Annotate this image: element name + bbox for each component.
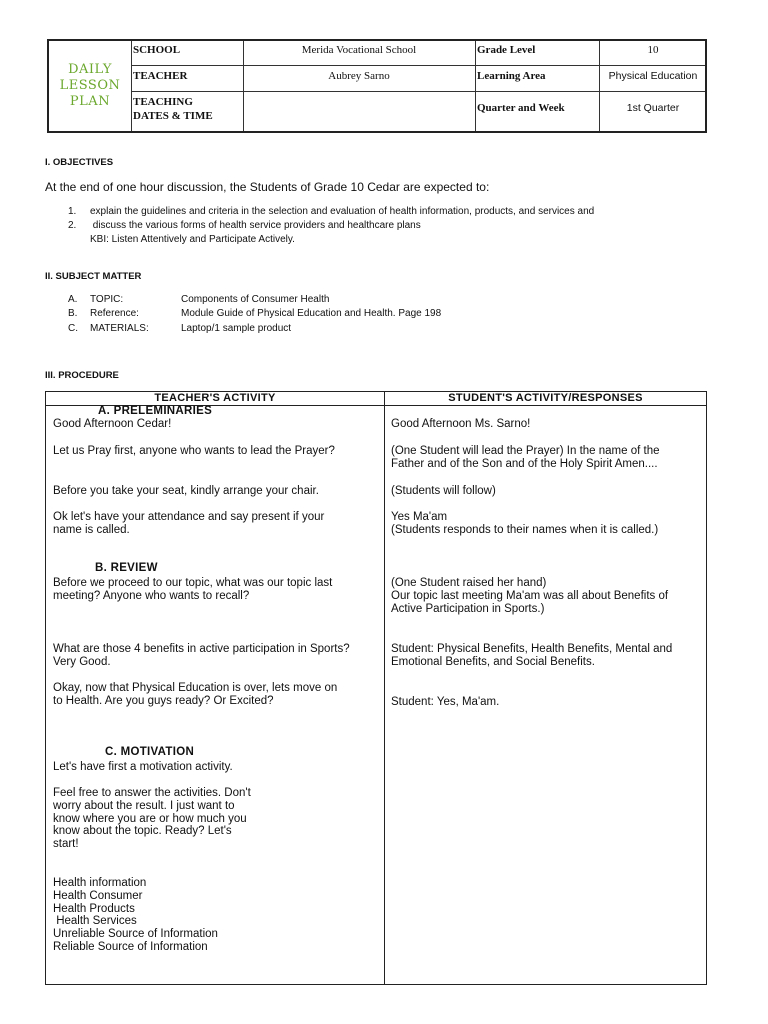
objective-number: 2.	[68, 220, 77, 231]
list-item: Health Consumer	[53, 889, 143, 902]
teacher-line: Let us Pray first, anyone who wants to lead the Prayer?	[53, 445, 335, 457]
dates-label-line: TEACHING	[133, 96, 193, 108]
procedure-table	[45, 391, 707, 985]
student-line: Student: Yes, Ma'am.	[391, 696, 500, 708]
teacher-line: Feel free to answer the activities. Don't worry about the result. I just want to know where you are or how much you know about the topic. Ready? Let's start!	[53, 787, 251, 851]
procedure-heading: III. PROCEDURE	[45, 370, 119, 381]
title-line: DAILY	[68, 62, 112, 77]
list-item: Reliable Source of Information	[53, 940, 208, 953]
teacher-value: Aubrey Sarno	[328, 70, 390, 82]
subject-row-value: Module Guide of Physical Education and Health. Page 198	[181, 308, 442, 319]
subject-matter-heading: II. SUBJECT MATTER	[45, 271, 142, 282]
grade-level-label: Grade Level	[477, 44, 536, 56]
teacher-line: Before we proceed to our topic, what was our topic last meeting? Anyone who wants to recall?	[53, 577, 333, 602]
objective-number: 1.	[68, 206, 77, 217]
teacher-line: Good Afternoon Cedar!	[53, 418, 172, 430]
student-line: (One Student will lead the Prayer) In the name of the Father and of the Son and of the Holy Spirit Amen....	[391, 445, 660, 470]
school-value: Merida Vocational School	[301, 44, 417, 56]
title-line: LESSON	[59, 78, 121, 93]
teacher-activity-column-header: TEACHER'S ACTIVITY	[154, 392, 276, 404]
teaching-dates-label	[133, 95, 213, 123]
grade-level-value: 10	[647, 44, 659, 56]
teacher-line: Before you take your seat, kindly arrange your chair.	[53, 485, 319, 497]
subject-row-label: MATERIALS:	[90, 323, 149, 334]
objectives-heading: I. OBJECTIVES	[45, 157, 114, 168]
motivation-title: C. MOTIVATION	[105, 746, 195, 758]
teacher-line: Ok let's have your attendance and say present if your name is called.	[53, 511, 325, 536]
list-item: Health Products	[53, 902, 135, 915]
learning-area-value: Physical Education	[608, 70, 698, 82]
subject-row-value: Laptop/1 sample product	[181, 323, 292, 334]
student-line: (Students will follow)	[391, 485, 496, 497]
objective-text: discuss the various forms of health service providers and healthcare plans	[90, 220, 421, 231]
review-title: B. REVIEW	[95, 562, 158, 574]
subject-row-label: TOPIC:	[90, 294, 124, 305]
list-item: Health Services	[53, 915, 137, 928]
subject-row-label: Reference:	[90, 308, 139, 319]
school-label: SCHOOL	[133, 44, 181, 56]
teacher-label: TEACHER	[133, 70, 188, 82]
subject-row-letter: B.	[68, 308, 78, 319]
subject-row-value: Components of Consumer Health	[181, 294, 330, 305]
objective-text: explain the guidelines and criteria in the selection and evaluation of health information, products, and services and	[90, 206, 595, 217]
student-activity-column-header: STUDENT'S ACTIVITY/RESPONSES	[448, 392, 643, 404]
teacher-line: Okay, now that Physical Education is over, lets move on to Health. Are you guys ready? Or Excited?	[53, 682, 338, 707]
student-line: Good Afternoon Ms. Sarno!	[391, 418, 531, 430]
title-line: PLAN	[69, 94, 111, 109]
student-line: Student: Physical Benefits, Health Benefits, Mental and Emotional Benefits, and Social Benefits.	[391, 643, 673, 668]
subject-row-letter: C.	[68, 323, 78, 334]
subject-row-letter: A.	[68, 294, 78, 305]
list-item: Unreliable Source of Information	[53, 928, 218, 941]
quarter-week-value: 1st Quarter	[626, 102, 680, 114]
daily-lesson-plan-title	[49, 41, 131, 131]
list-item: Health information	[53, 877, 147, 889]
motivation-word-list	[53, 877, 218, 954]
student-line: (One Student raised her hand) Our topic last meeting Ma'am was all about Benefits of Active Participation in Sports.)	[391, 577, 669, 615]
quarter-week-label: Quarter and Week	[477, 102, 565, 114]
kbi-text: KBI: Listen Attentively and Participate Actively.	[90, 234, 295, 245]
lesson-plan-header-table	[47, 39, 707, 133]
preliminaries-title: A. PRELEMINARIES	[98, 405, 213, 417]
learning-area-label: Learning Area	[477, 70, 546, 82]
teacher-line: What are those 4 benefits in active participation in Sports? Very Good.	[53, 643, 350, 668]
dates-label-line: DATES & TIME	[133, 110, 213, 122]
teacher-line: Let's have first a motivation activity.	[53, 761, 233, 773]
student-line: Yes Ma'am (Students responds to their names when it is called.)	[391, 511, 659, 536]
objectives-intro: At the end of one hour discussion, the Students of Grade 10 Cedar are expected to:	[45, 180, 490, 194]
